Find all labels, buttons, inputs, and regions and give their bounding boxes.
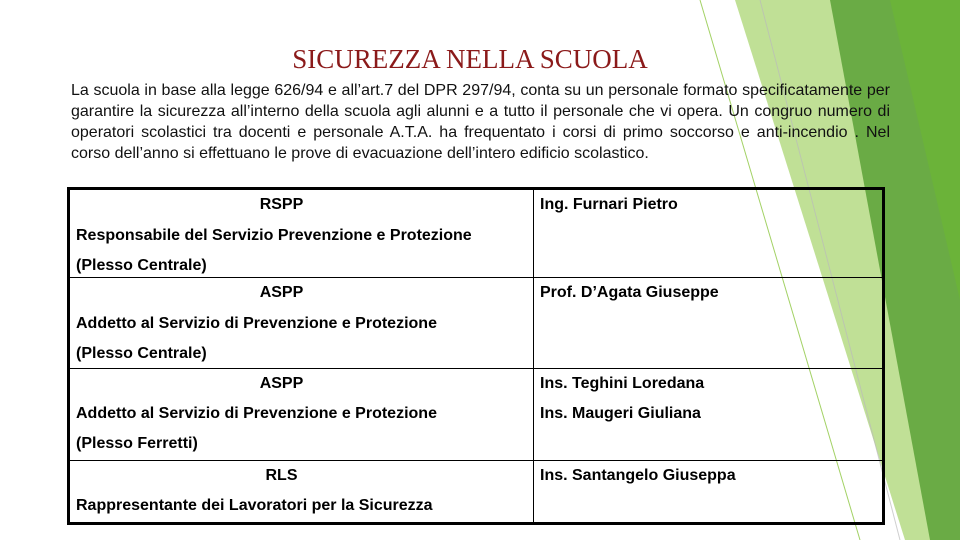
role-acronym: ASPP	[259, 284, 304, 301]
staff-name: Prof. D’Agata Giuseppe	[540, 284, 719, 301]
role-cell	[69, 189, 534, 278]
table-row	[69, 189, 884, 278]
role-description: Addetto al Servizio di Prevenzione e Protezione	[76, 405, 437, 422]
page-title: SICUREZZA NELLA SCUOLA	[292, 44, 648, 74]
intro-paragraph: La scuola in base alla legge 626/94 e all’art.7 del DPR 297/94, conta su un personale formato specificatamente per garantire la sicurezza all’interno della scuola agli alunni e a tutto il personale che vi opera. Un congruo numero di operatori scolastici tra docenti e personale A.T.A. ha frequentato i corsi di primo soccorso e anti-incendio . Nel corso dell’anno si effettuano le prove di evacuazione dell’intero edificio scolastico.	[71, 82, 890, 162]
names-cell	[534, 278, 884, 369]
table-row	[69, 461, 884, 524]
role-acronym: RSPP	[259, 196, 304, 213]
staff-name: Ing. Furnari Pietro	[540, 196, 678, 213]
role-description: Responsabile del Servizio Prevenzione e Protezione	[76, 227, 472, 244]
plesso-label: (Plesso Centrale)	[76, 345, 207, 362]
names-cell	[534, 189, 884, 278]
names-cell	[534, 461, 884, 524]
table-row	[69, 369, 884, 461]
role-cell	[69, 369, 534, 461]
names-cell	[534, 369, 884, 461]
safety-staff-table	[67, 187, 885, 525]
role-description: Rappresentante dei Lavoratori per la Sicurezza	[76, 497, 433, 514]
role-description: Addetto al Servizio di Prevenzione e Protezione	[76, 315, 437, 332]
table-row	[69, 278, 884, 369]
plesso-label: (Plesso Centrale)	[76, 257, 207, 274]
staff-name: Ins. Teghini Loredana	[540, 375, 705, 392]
role-acronym: RLS	[265, 467, 298, 484]
plesso-label: (Plesso Ferretti)	[76, 435, 198, 452]
staff-name: Ins. Santangelo Giuseppa	[540, 467, 736, 484]
role-cell	[69, 461, 534, 524]
staff-name: Ins. Maugeri Giuliana	[540, 405, 701, 422]
role-acronym: ASPP	[259, 375, 304, 392]
role-cell	[69, 278, 534, 369]
